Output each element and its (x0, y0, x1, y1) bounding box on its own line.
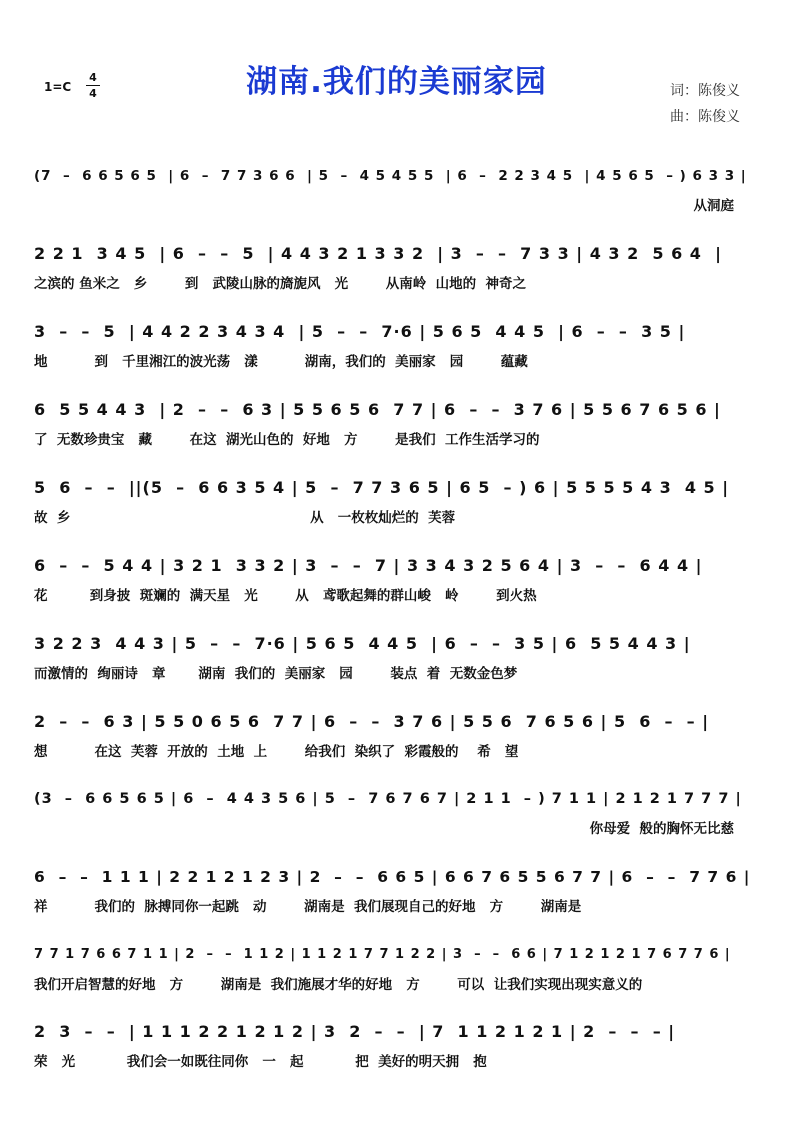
lyrics-line: 我们开启智慧的好地 方 湖南是 我们施展才华的好地 方 可以 让我们实现出现实意义的 (34, 977, 643, 993)
notation-line: 3 – – 5 | 4 4 2 2 3 4 3 4 | 5 – – 7·6 | 5 6 5 4 4 5 | 6 – – 3 5 | (34, 322, 686, 341)
score-system-10 (34, 864, 750, 924)
score-system-3 (34, 319, 750, 379)
song-title: 湖南.我们的美丽家园 (246, 64, 547, 100)
score-system-4 (34, 397, 750, 457)
notation-line: 7 7 1 7 6 6 7 1 1 | 2 – – 1 1 2 | 1 1 2 1 7 7 1 2 2 | 3 – – 6 6 | 7 1 2 1 2 1 7 6 7 7 6 | (34, 947, 731, 962)
lyrics-line: 了 无数珍贵宝 藏 在这 湖光山色的 好地 方 是我们 工作生活学习的 (34, 432, 540, 448)
score-system-2 (34, 241, 750, 301)
score-system-9 (34, 786, 750, 846)
lyrics-line: 地 到 千里湘江的波光荡 漾 湖南，我们的 美丽家 园 蕴藏 (34, 354, 528, 370)
notation-line: 6 – – 5 4 4 | 3 2 1 3 3 2 | 3 – – 7 | 3 3 4 3 2 5 6 4 | 3 – – 6 4 4 | (34, 556, 703, 575)
score-system-12 (34, 1019, 750, 1079)
notation-line: 2 3 – – | 1 1 1 2 2 1 2 1 2 | 3 2 – – | 7 1 1 2 1 2 1 | 2 – – – | (34, 1022, 676, 1041)
lyricist-credit: 词：陈俊义 (670, 83, 740, 99)
key-signature: 1=C (44, 80, 72, 94)
score-system-8 (34, 709, 750, 769)
notation-line: 6 – – 1 1 1 | 2 2 1 2 1 2 3 | 2 – – 6 6 5 | 6 6 7 6 5 5 6 7 7 | 6 – – 7 7 6 | (34, 868, 750, 886)
lyrics-line: 荣 光 我们会一如既往同你 一 起 把 美好的明天拥 抱 (34, 1054, 487, 1070)
notation-line: 2 2 1 3 4 5 | 6 – – 5 | 4 4 3 2 1 3 3 2 | 3 – – 7 3 3 | 4 3 2 5 6 4 | (34, 244, 722, 263)
time-signature-top: 4 (89, 71, 97, 84)
composer-credit: 曲：陈俊义 (670, 109, 740, 125)
notation-line: 3 2 2 3 4 4 3 | 5 – – 7·6 | 5 6 5 4 4 5 | 6 – – 3 5 | 6 5 5 4 4 3 | (34, 634, 691, 653)
notation-line: 2 – – 6 3 | 5 5 0 6 5 6 7 7 | 6 – – 3 7 6 | 5 5 6 7 6 5 6 | 5 6 – – | (34, 712, 710, 731)
lyrics-line: 故 乡 从 一枚枚灿烂的 芙蓉 (34, 510, 456, 526)
lyrics-line: 你母爱 般的胸怀无比慈 (589, 821, 734, 837)
score-system-1 (34, 163, 750, 223)
lyrics-line: 从洞庭 (693, 198, 734, 214)
lyrics-line: 花 到身披 斑斓的 满天星 光 从 鸢歌起舞的群山峻 岭 到火热 (34, 588, 537, 604)
lyrics-line: 祥 我们的 脉搏同你一起跳 动 湖南是 我们展现自己的好地 方 湖南是 (34, 899, 582, 915)
score-system-11 (34, 942, 750, 1002)
time-signature-bottom: 4 (89, 87, 97, 100)
score-system-7 (34, 631, 750, 691)
score-system-6 (34, 553, 750, 613)
notation-line: (3 – 6 6 5 6 5 | 6 – 4 4 3 5 6 | 5 – 7 6 7 6 7 | 2 1 1 – ) 7 1 1 | 2 1 2 1 7 7 7 | (34, 791, 742, 807)
lyrics-line: 想 在这 芙蓉 开放的 土地 上 给我们 染织了 彩霞般的 希 望 (34, 744, 519, 760)
lyrics-line: 而激情的 绚丽诗 章 湖南 我们的 美丽家 园 装点 着 无数金色梦 (34, 666, 518, 682)
notation-line: 5 6 – – ||(5 – 6 6 3 5 4 | 5 – 7 7 3 6 5 | 6 5 – ) 6 | 5 5 5 5 4 3 4 5 | (34, 478, 730, 497)
notation-line: 6 5 5 4 4 3 | 2 – – 6 3 | 5 5 6 5 6 7 7 | 6 – – 3 7 6 | 5 5 6 7 6 5 6 | (34, 400, 721, 419)
lyrics-line: 之滨的 鱼米之 乡 到 武陵山脉的旖旎风 光 从南岭 山地的 神奇之 (34, 276, 526, 292)
notation-line: (7 – 6 6 5 6 5 | 6 – 7 7 3 6 6 | 5 – 4 5 4 5 5 | 6 – 2 2 3 4 5 | 4 5 6 5 – ) 6 3 3 | (34, 168, 747, 184)
score-system-5 (34, 475, 750, 535)
